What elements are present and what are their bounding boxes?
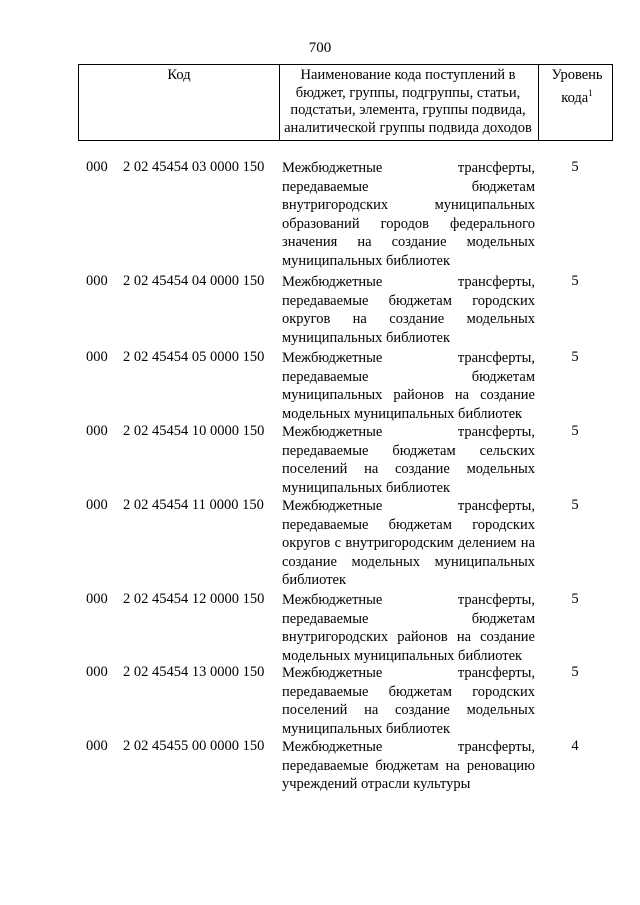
table-header: [78, 64, 613, 141]
table-row: [0, 497, 640, 591]
admin-code: 000: [86, 738, 108, 754]
admin-code: 000: [86, 591, 108, 607]
income-code: 2 02 45454 04 0000 150: [123, 273, 265, 289]
code-level: 5: [571, 273, 579, 289]
admin-code: 000: [86, 423, 108, 439]
income-name: Межбюджетные трансферты, передаваемые бюджетам внутригородских муниципальных образований городов федерального значения на создание модельных муниципальных библиотек: [282, 160, 535, 269]
table-row: [0, 159, 640, 273]
header-level-column: [538, 65, 615, 140]
code-level: 5: [571, 159, 579, 175]
header-code: Код: [167, 67, 191, 83]
page-number: 700: [308, 40, 332, 56]
header-level: Уровень кода: [551, 67, 603, 106]
table-row: [0, 273, 640, 349]
income-code: 2 02 45454 11 0000 150: [123, 497, 264, 513]
table-body: [0, 159, 640, 798]
header-level-footnote: 1: [588, 87, 593, 98]
table-row: [0, 591, 640, 664]
income-code: 2 02 45454 05 0000 150: [123, 349, 265, 365]
income-name: Межбюджетные трансферты, передаваемые бюджетам муниципальных районов на создание модельных муниципальных библиотек: [282, 350, 535, 422]
income-code: 2 02 45454 03 0000 150: [123, 159, 265, 175]
income-code: 2 02 45455 00 0000 150: [123, 738, 265, 754]
admin-code: 000: [86, 349, 108, 365]
table-row: [0, 349, 640, 423]
income-name: Межбюджетные трансферты, передаваемые бюджетам внутригородских районов на создание модельных муниципальных библиотек: [282, 592, 535, 664]
admin-code: 000: [86, 273, 108, 289]
income-name: Межбюджетные трансферты, передаваемые бюджетам на реновацию учреждений отрасли культуры: [282, 739, 535, 792]
income-code: 2 02 45454 10 0000 150: [123, 423, 265, 439]
admin-code: 000: [86, 497, 108, 513]
header-name-column: [279, 65, 616, 140]
income-name: Межбюджетные трансферты, передаваемые бюджетам городских округов с внутригородским делением на создание модельных муниципальных библиотек: [282, 498, 535, 588]
table-row: [0, 738, 640, 798]
table-row: [0, 664, 640, 738]
income-name: Межбюджетные трансферты, передаваемые бюджетам сельских поселений на создание модельных муниципальных библиотек: [282, 424, 535, 496]
code-level: 5: [571, 664, 579, 680]
table-row: [0, 423, 640, 497]
income-name: Межбюджетные трансферты, передаваемые бюджетам городских округов на создание модельных муниципальных библиотек: [282, 274, 535, 346]
code-level: 5: [571, 591, 579, 607]
code-level: 4: [571, 738, 579, 754]
income-code: 2 02 45454 12 0000 150: [123, 591, 265, 607]
admin-code: 000: [86, 664, 108, 680]
code-level: 5: [571, 423, 579, 439]
header-name: Наименование кода поступлений в бюджет, группы, подгруппы, статьи, подстатьи, элемента, группы подвида, аналитической группы подвида доходов: [284, 67, 532, 136]
admin-code: 000: [86, 159, 108, 175]
income-code: 2 02 45454 13 0000 150: [123, 664, 265, 680]
code-level: 5: [571, 349, 579, 365]
code-level: 5: [571, 497, 579, 513]
income-name: Межбюджетные трансферты, передаваемые бюджетам городских поселений на создание модельных муниципальных библиотек: [282, 665, 535, 737]
